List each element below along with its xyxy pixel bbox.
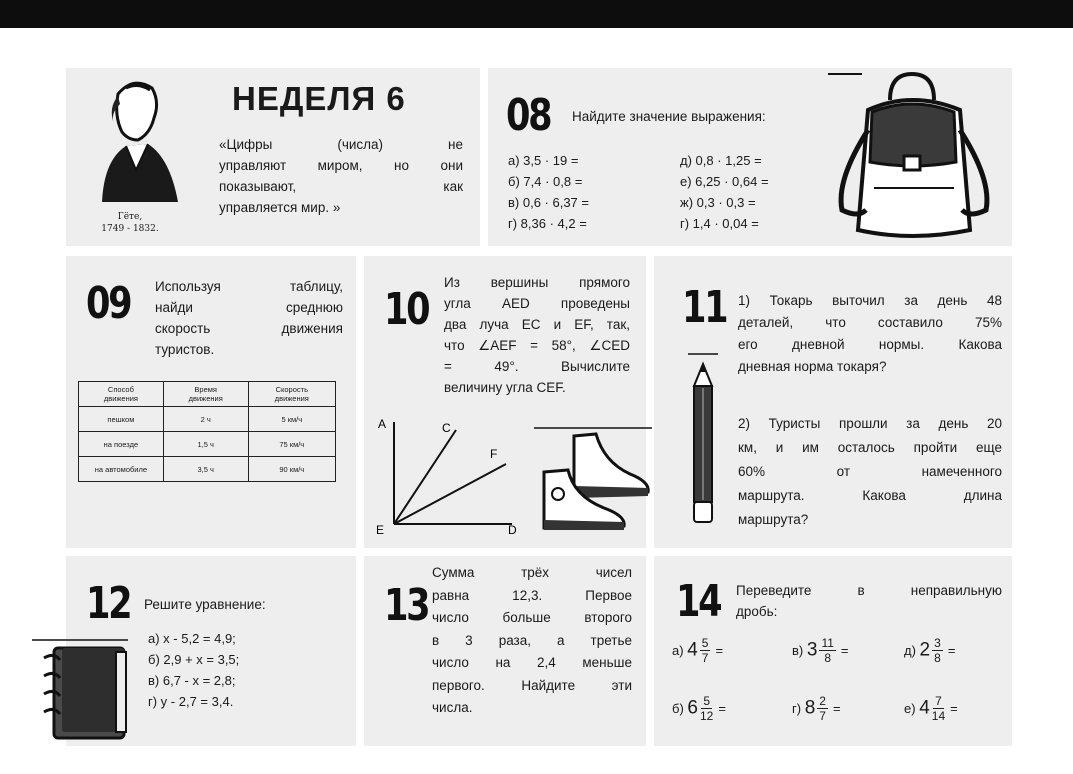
task10-text [444, 272, 630, 398]
task13-text [432, 562, 632, 720]
task10-line: два луча EC и EF, так, [444, 317, 630, 332]
page-title: НЕДЕЛЯ 6 [232, 80, 406, 117]
table-header: Время движения [163, 382, 248, 407]
fraction-item: е) 4 $\frac{7}{14}$ = [904, 694, 958, 723]
fraction-item: а) 4 $\frac{5}{7}$ = [672, 636, 724, 665]
task11-line: дневная норма токаря? [738, 359, 887, 374]
task09-number: 09 [86, 278, 131, 329]
table-cell: 90 км/ч [248, 457, 335, 482]
point-label-e: E [376, 523, 385, 537]
task11-line: маршрута? [738, 512, 809, 527]
task13-line: первого. Найдите эти [432, 677, 632, 693]
task08-item: б) 7,4 · 0,8 = [508, 174, 583, 189]
table-row [79, 432, 336, 457]
task09-text [155, 276, 343, 360]
task08-item: д) 0,8 · 1,25 = [680, 153, 762, 168]
task08-item: г) 1,4 · 0,04 = [680, 216, 759, 231]
task09-line: найди среднюю [155, 300, 343, 315]
task14-line: дробь: [736, 604, 778, 619]
task12-list [148, 628, 239, 712]
table-cell: 3,5 ч [163, 457, 248, 482]
task13-line: числа. [432, 700, 473, 715]
task14-prompt [736, 580, 1002, 622]
task09-line: туристов. [155, 342, 215, 357]
portrait-caption-name: Гёте, [117, 212, 143, 222]
task11-part2 [738, 412, 1002, 532]
task13-line: в 3 раза, а третье [432, 632, 632, 648]
task08-right-list [680, 150, 769, 234]
task13-line: число больше второго [432, 610, 632, 625]
task08-item: г) 8,36 · 4,2 = [508, 216, 587, 231]
table-cell: 2 ч [163, 407, 248, 432]
table-row [79, 407, 336, 432]
task14-number: 14 [676, 576, 721, 627]
fraction-item: в) 3 $\frac{11}{8}$ = [792, 636, 849, 665]
task10-line: = 49°. Вычислите [444, 359, 630, 374]
task10-line: что ∠AEF = 58°, ∠CED [444, 338, 630, 353]
table-cell: 5 км/ч [248, 407, 335, 432]
task09-line: Используя таблицу, [155, 279, 343, 294]
fraction: $\frac{11}{8}$ [821, 636, 834, 665]
task08-item: ж) 0,3 · 0,3 = [680, 195, 756, 210]
task08-item: а) 3,5 · 19 = [508, 153, 579, 168]
angle-diagram [372, 410, 522, 540]
task12-item: а) х - 5,2 = 4,9; [148, 631, 236, 646]
notebook-icon [32, 638, 132, 742]
task08-item: в) 0,6 · 6,37 = [508, 195, 589, 210]
task12-item: б) 2,9 + х = 3,5; [148, 652, 240, 667]
task10-number: 10 [384, 284, 429, 335]
point-label-d: D [508, 523, 517, 537]
backpack-icon [828, 70, 998, 242]
task11-line: 1) Токарь выточил за день 48 [738, 293, 1002, 308]
task11-line: его дневной нормы. Какова [738, 337, 1002, 352]
sneakers-icon [534, 422, 654, 534]
table-header: Способ движения [79, 382, 164, 407]
task11-line: км, и им осталось пройти еще [738, 440, 1002, 455]
task10-line: угла AED проведены [444, 296, 630, 311]
task12-prompt: Решите уравнение: [144, 597, 266, 612]
fraction: $\frac{2}{7}$ [819, 694, 826, 723]
table-cell: 1,5 ч [163, 432, 248, 457]
point-label-a: A [378, 417, 387, 431]
table-header-row [79, 382, 336, 407]
top-dark-bar [0, 0, 1073, 28]
fraction: $\frac{5}{12}$ [699, 694, 714, 723]
task11-line: маршрута. Какова длина [738, 488, 1002, 503]
task08-number: 08 [506, 90, 551, 141]
task11-line: 2) Туристы прошли за день 20 [738, 416, 1002, 431]
task10-line: Из вершины прямого [444, 275, 630, 290]
table-cell: на поезде [79, 432, 164, 457]
task08-item: е) 6,25 · 0,64 = [680, 174, 769, 189]
task13-number: 13 [384, 580, 429, 631]
table-cell: 75 км/ч [248, 432, 335, 457]
point-label-f: F [490, 447, 498, 461]
speed-table [78, 381, 336, 482]
task13-line: Сумма трёх чисел [432, 565, 632, 580]
pencil-icon [688, 352, 718, 528]
task10-line: величину угла CEF. [444, 380, 566, 395]
task12-item: г) у - 2,7 = 3,4. [148, 694, 234, 709]
task13-line: число на 2,4 меньше [432, 655, 632, 670]
fraction-item: б) 6 $\frac{5}{12}$ = [672, 694, 726, 723]
task13-line: равна 12,3. Первое [432, 587, 632, 603]
quote-text [219, 134, 463, 218]
fraction: $\frac{7}{14}$ [931, 694, 946, 723]
task09-line: скорость движения [155, 321, 343, 336]
table-row [79, 457, 336, 482]
goethe-portrait-icon [88, 74, 180, 202]
task08-left-list [508, 150, 589, 234]
task11-line: деталей, что составило 75% [738, 315, 1002, 330]
fraction: $\frac{3}{8}$ [934, 636, 941, 665]
task12-item: в) 6,7 - х = 2,8; [148, 673, 236, 688]
fraction-item: д) 2 $\frac{3}{8}$ = [904, 636, 956, 665]
table-cell: на автомобиле [79, 457, 164, 482]
task12-number: 12 [86, 578, 131, 629]
table-cell: пешком [79, 407, 164, 432]
task14-line: Переведите в неправильную [736, 583, 1002, 598]
fraction-item: г) 8 $\frac{2}{7}$ = [792, 694, 841, 723]
task08-prompt: Найдите значение выражения: [572, 109, 766, 124]
table-header: Скорость движения [248, 382, 335, 407]
quote-line: показывают, как [219, 179, 463, 194]
quote-line: «Цифры (числа) не [219, 137, 463, 152]
fraction: $\frac{5}{7}$ [701, 636, 709, 665]
quote-line: управляют миром, но они [219, 158, 463, 173]
quote-line: управляется мир. » [219, 200, 341, 215]
point-label-c: C [442, 421, 451, 435]
portrait-caption-years: 1749 - 1832. [101, 224, 159, 234]
task11-part1 [738, 290, 1002, 378]
task11-number: 11 [682, 282, 727, 333]
task11-line: 60% от намеченного [738, 464, 1002, 479]
